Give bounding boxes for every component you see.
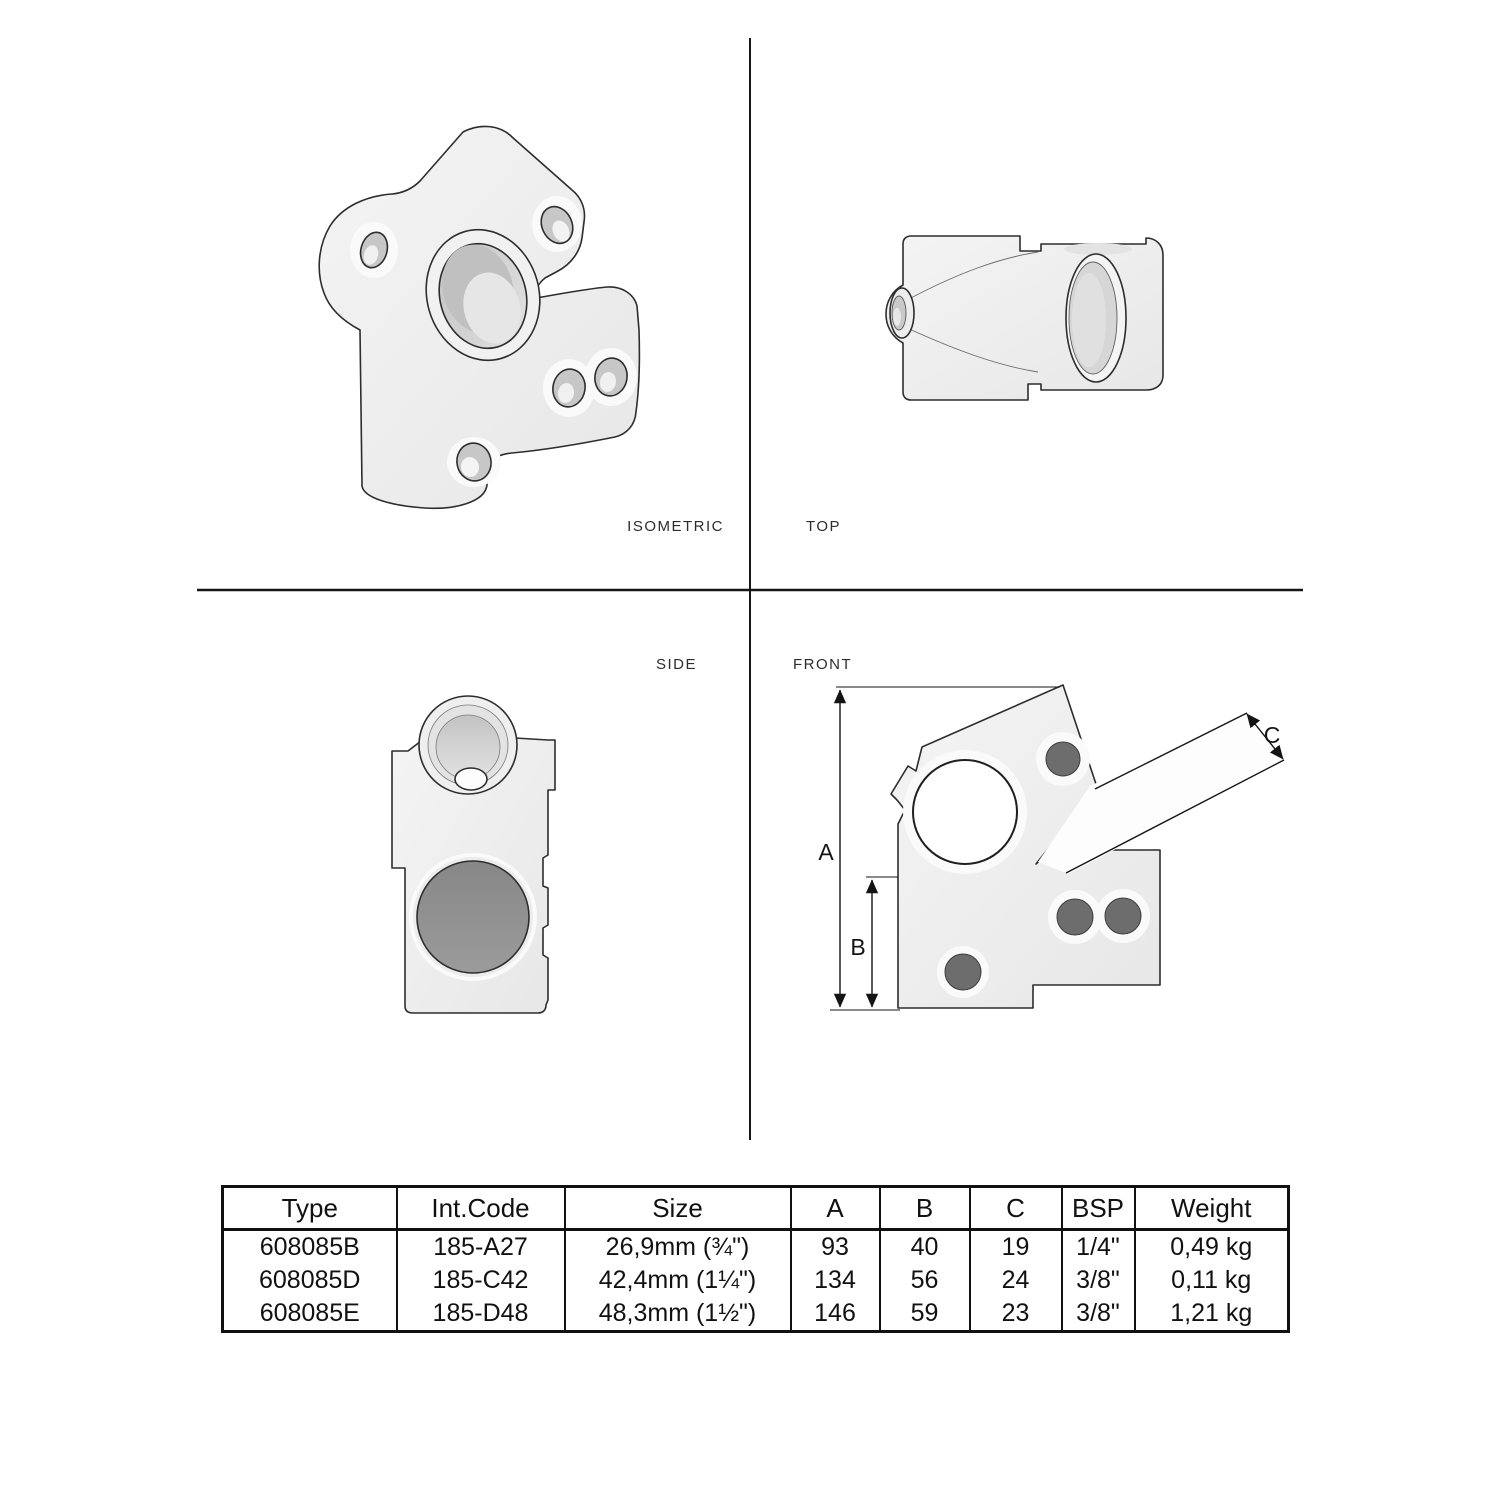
front-bolt-hole-mid1: [1057, 899, 1093, 935]
cell-type: 608085E: [223, 1297, 397, 1332]
cell-weight: 1,21 kg: [1135, 1297, 1289, 1332]
front-bolt-hole-top: [1046, 742, 1080, 776]
col-header-b: B: [880, 1187, 970, 1230]
cell-weight: 0,11 kg: [1135, 1264, 1289, 1297]
table-row: [223, 1264, 1289, 1297]
cell-bsp: 3/8": [1062, 1297, 1135, 1332]
dim-a-label: A: [818, 839, 834, 865]
cell-bsp: 3/8": [1062, 1264, 1135, 1297]
cell-type: 608085D: [223, 1264, 397, 1297]
top-view-label: TOP: [806, 518, 842, 535]
front-bolt-hole-mid2: [1105, 898, 1141, 934]
cell-intcode: 185-D48: [397, 1297, 565, 1332]
spec-table: [221, 1185, 1290, 1333]
top-view: [886, 236, 1163, 400]
cell-b: 59: [880, 1297, 970, 1332]
cell-size: 26,9mm (¾"): [565, 1230, 791, 1265]
side-view: [392, 696, 555, 1013]
cell-b: 56: [880, 1264, 970, 1297]
col-header-c: C: [970, 1187, 1062, 1230]
cell-a: 93: [791, 1230, 880, 1265]
cell-b: 40: [880, 1230, 970, 1265]
isometric-view-label: ISOMETRIC: [627, 518, 724, 535]
top-socket-depression: [1064, 243, 1132, 255]
cell-intcode: 185-C42: [397, 1264, 565, 1297]
front-view-label: FRONT: [793, 656, 853, 673]
front-bolt-hole-bottom: [945, 954, 981, 990]
cell-a: 146: [791, 1297, 880, 1332]
cell-size: 42,4mm (1¼"): [565, 1264, 791, 1297]
socket-through-hole: [455, 768, 487, 790]
dim-b-label: B: [850, 934, 866, 960]
col-header-type: Type: [223, 1187, 397, 1230]
cell-a: 134: [791, 1264, 880, 1297]
side-boss-hole-light: [893, 308, 901, 326]
cell-bsp: 1/4": [1062, 1230, 1135, 1265]
side-bore: [417, 861, 529, 973]
top-bore-light: [1072, 273, 1106, 367]
table-row: [223, 1297, 1289, 1332]
col-header-intcode: Int.Code: [397, 1187, 565, 1230]
cell-c: 19: [970, 1230, 1062, 1265]
cell-intcode: 185-A27: [397, 1230, 565, 1265]
col-header-bsp: BSP: [1062, 1187, 1135, 1230]
cell-c: 24: [970, 1264, 1062, 1297]
front-view: [818, 685, 1285, 1010]
side-view-label: SIDE: [655, 656, 697, 673]
table-row: [223, 1230, 1289, 1265]
col-header-weight: Weight: [1135, 1187, 1289, 1230]
isometric-view: [319, 126, 639, 508]
col-header-a: A: [791, 1187, 880, 1230]
front-bore: [913, 760, 1017, 864]
cell-weight: 0,49 kg: [1135, 1230, 1289, 1265]
cell-size: 48,3mm (1½"): [565, 1297, 791, 1332]
cell-type: 608085B: [223, 1230, 397, 1265]
spec-table-header-row: [223, 1187, 1289, 1230]
cell-c: 23: [970, 1297, 1062, 1332]
col-header-size: Size: [565, 1187, 791, 1230]
dim-c-label: C: [1263, 722, 1281, 748]
